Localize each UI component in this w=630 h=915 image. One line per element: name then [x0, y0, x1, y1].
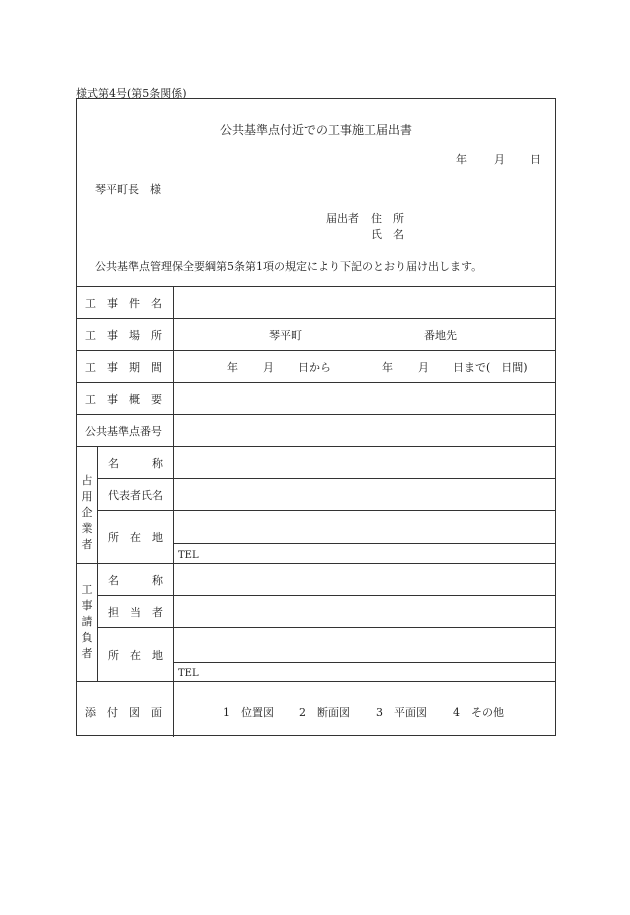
grid-line — [97, 595, 555, 596]
occupying-company-group-label: 占用企業者 — [81, 474, 93, 551]
grid-line — [97, 627, 555, 628]
occupying-name-label: 名 称 — [108, 457, 163, 470]
period-to-month: 月 — [418, 361, 429, 374]
form-number: 様式第4号(第5条関係) — [76, 87, 187, 100]
grid-line — [77, 318, 555, 319]
label-column-divider — [173, 286, 174, 737]
group-column-divider — [97, 446, 98, 681]
grid-line — [77, 286, 555, 287]
period-from-day: 日から — [298, 361, 331, 374]
date-year: 年 — [456, 153, 467, 166]
contractor-name-label: 名 称 — [108, 574, 163, 587]
addressee: 琴平町長 様 — [95, 183, 161, 196]
attachments-label: 添 付 図 面 — [85, 706, 162, 719]
grid-line — [77, 382, 555, 383]
place-town: 琴平町 — [269, 329, 302, 342]
construction-place-label: 工 事 場 所 — [85, 329, 162, 342]
grid-line — [77, 563, 555, 564]
period-from-year: 年 — [227, 361, 238, 374]
contractor-person-label: 担 当 者 — [108, 606, 163, 619]
contractor-group-label: 工事請負者 — [81, 583, 93, 660]
grid-line — [97, 510, 555, 511]
date-day: 日 — [530, 153, 541, 166]
grid-line — [77, 446, 555, 447]
grid-line — [77, 350, 555, 351]
benchmark-number-label: 公共基準点番号 — [85, 425, 162, 438]
grid-line — [173, 543, 555, 544]
attachment-other: 4 その他 — [453, 706, 504, 719]
attachment-location-map: 1 位置図 — [223, 706, 274, 719]
attachment-cross-section: 2 断面図 — [299, 706, 350, 719]
construction-name-label: 工 事 件 名 — [85, 297, 162, 310]
occupying-tel-label: TEL — [178, 550, 199, 561]
construction-outline-label: 工 事 概 要 — [85, 393, 162, 406]
occupying-location-label: 所 在 地 — [108, 531, 163, 544]
period-from-month: 月 — [263, 361, 274, 374]
contractor-location-label: 所 在 地 — [108, 649, 163, 662]
construction-name-value[interactable] — [175, 289, 553, 316]
preamble-text: 公共基準点管理保全要綱第5条第1項の規定により下記のとおり届け出します。 — [95, 260, 483, 273]
contractor-tel-label: TEL — [178, 668, 199, 679]
occupying-representative-label: 代表者氏名 — [108, 489, 163, 502]
date-month: 月 — [494, 153, 505, 166]
notification-form — [76, 98, 556, 736]
notifier-address-label: 住 所 — [371, 212, 404, 225]
grid-line — [77, 681, 555, 682]
attachment-plan-view: 3 平面図 — [376, 706, 427, 719]
grid-line — [77, 414, 555, 415]
grid-line — [97, 478, 555, 479]
notifier-name-label: 氏 名 — [371, 228, 404, 241]
notifier-label: 届出者 — [326, 212, 359, 225]
period-to-year: 年 — [382, 361, 393, 374]
grid-line — [173, 662, 555, 663]
place-suffix: 番地先 — [424, 329, 457, 342]
period-to-day: 日まで( 日間) — [453, 361, 528, 374]
form-title: 公共基準点付近での工事施工届出書 — [219, 123, 412, 137]
construction-period-label: 工 事 期 間 — [85, 361, 162, 374]
